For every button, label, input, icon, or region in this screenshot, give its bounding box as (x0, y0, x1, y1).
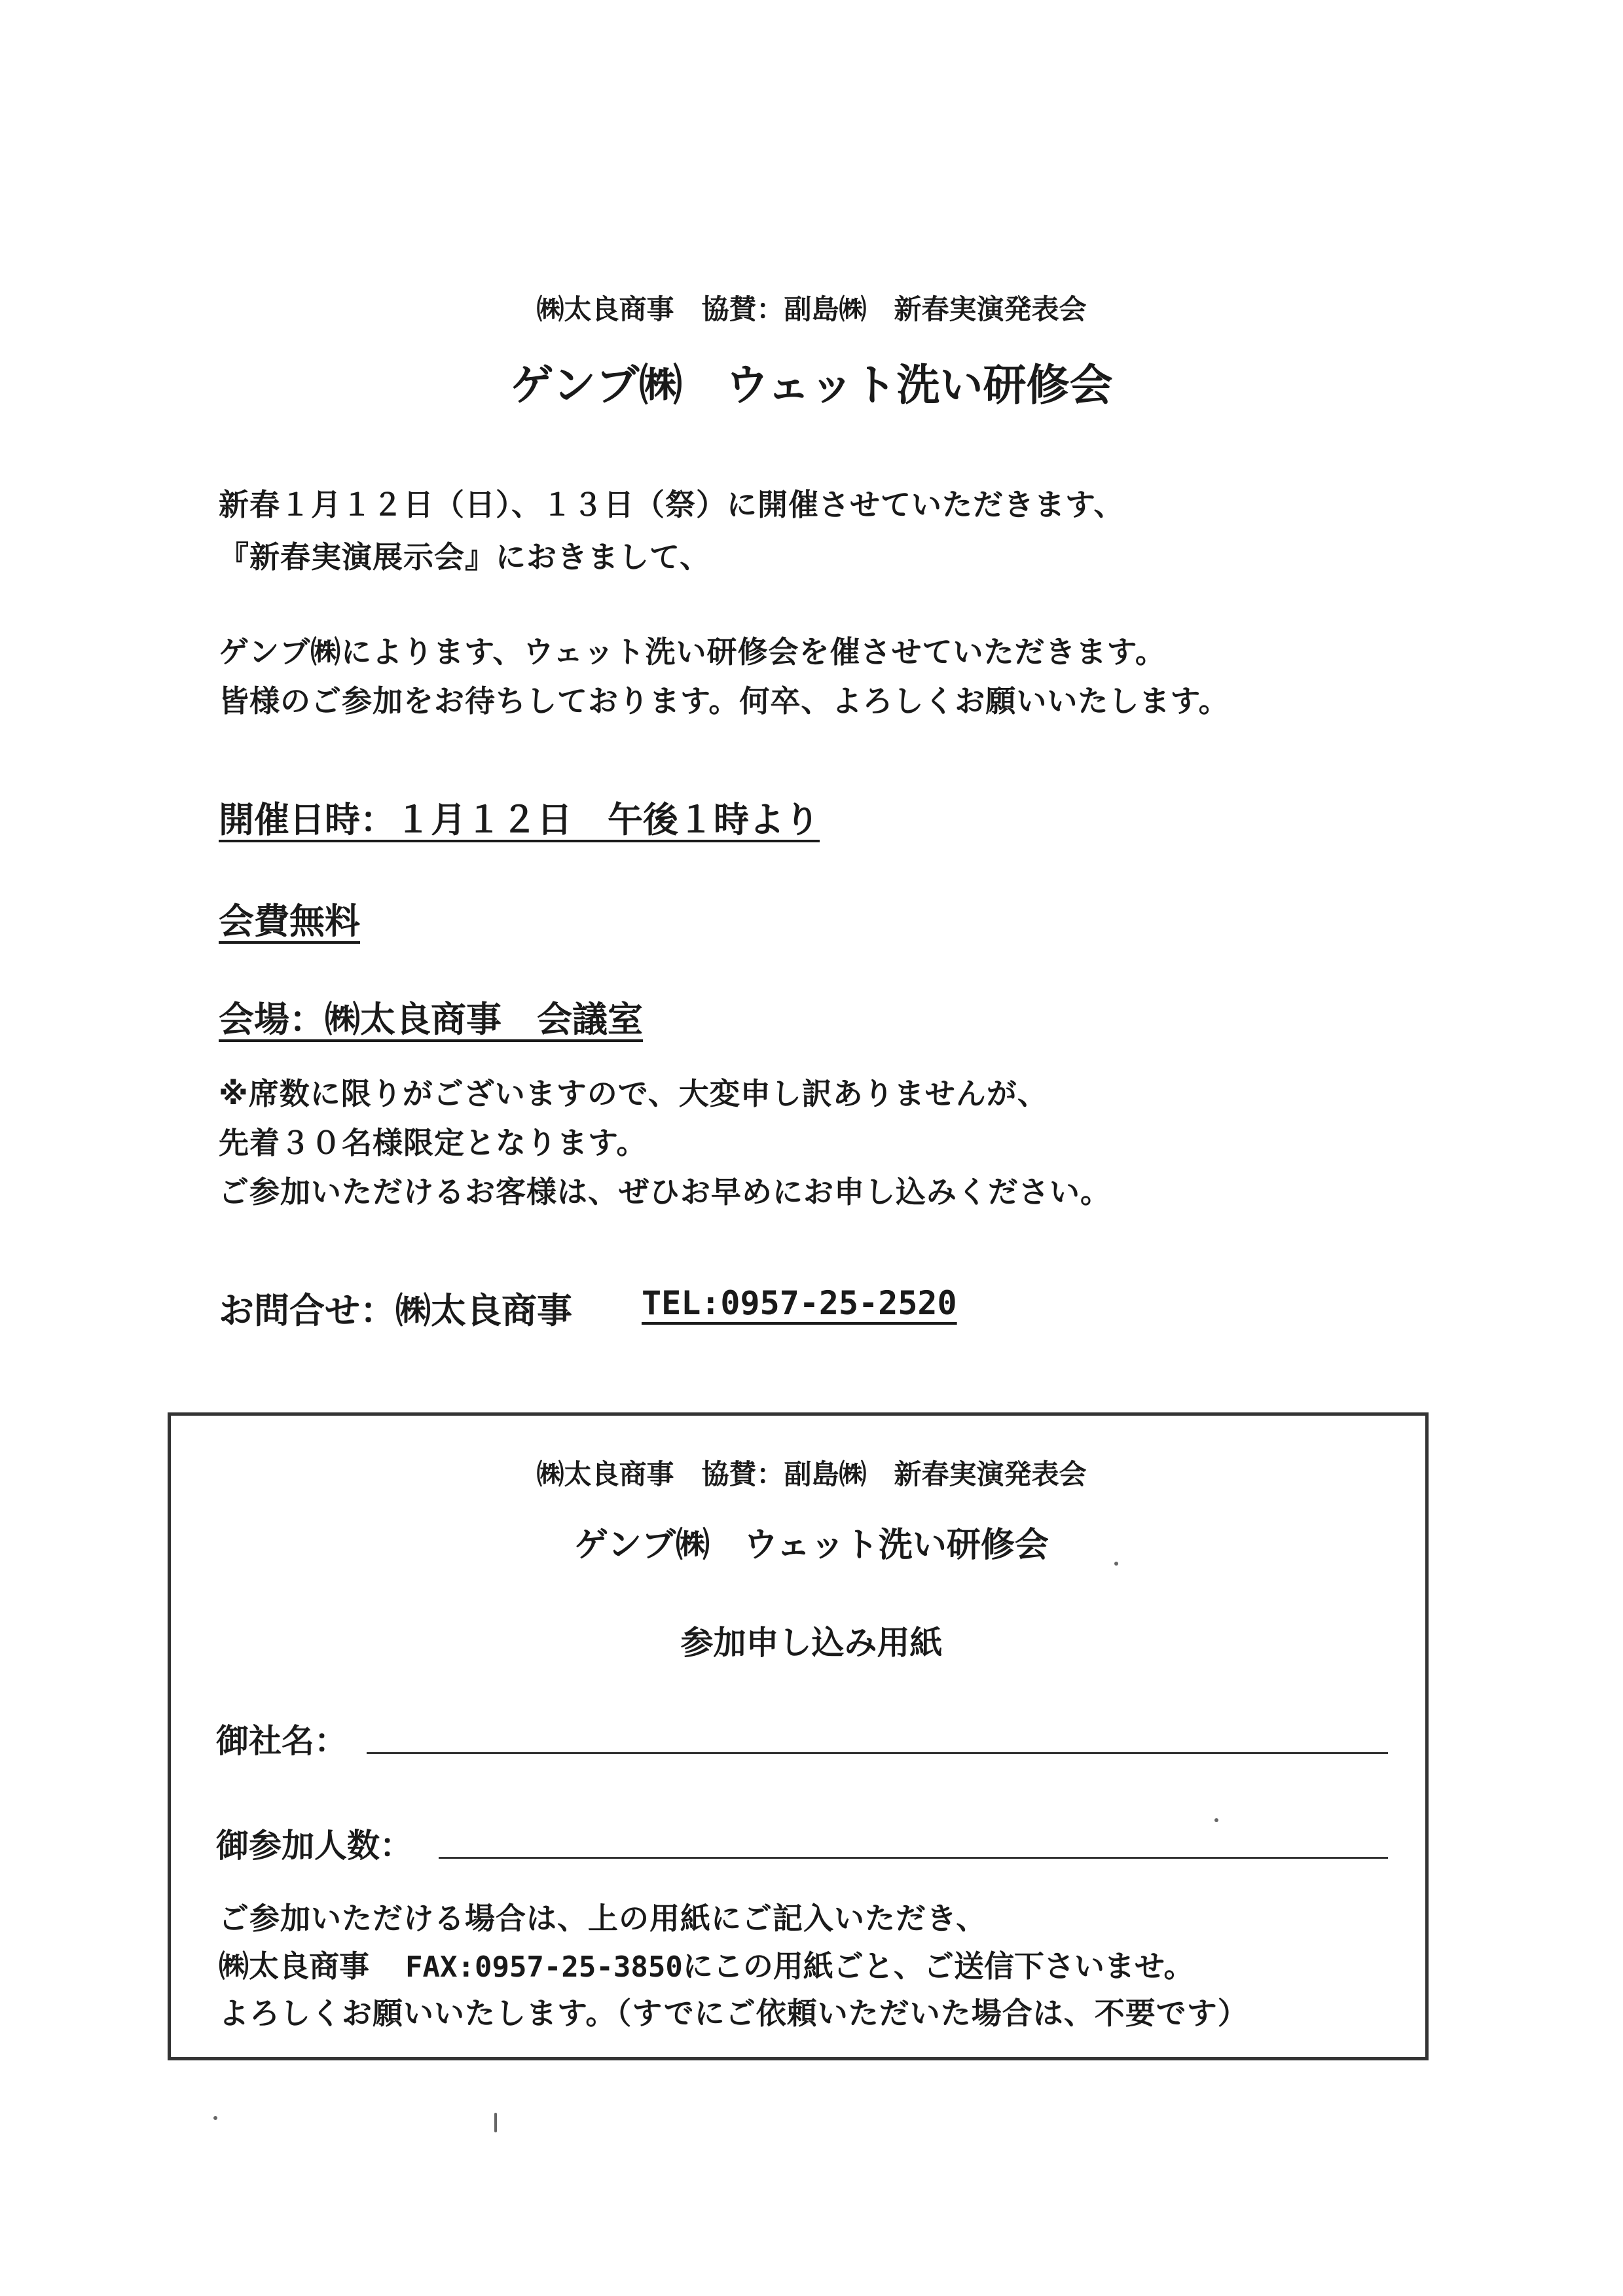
attendees-label: 御参加人数： (216, 1827, 412, 1865)
form-instruction-rest: にこの用紙ごと、ご送信下さいませ。 (682, 1948, 1194, 1984)
event-subtitle: ㈱太良商事 協賛：副島㈱ 新春実演発表会 (536, 293, 1087, 325)
intro-line-3: ゲンブ㈱によります、ウェット洗い研修会を催させていただきます。 (219, 634, 1166, 670)
form-title: 参加申し込み用紙 (680, 1624, 943, 1662)
attendees-field[interactable] (216, 1820, 1388, 1865)
fax-number: FAX:0957-25-3850 (405, 1950, 683, 1984)
scan-speck (1214, 1818, 1218, 1822)
contact-phone: TEL:0957-25-2520 (642, 1284, 957, 1322)
form-instruction-company: ㈱太良商事 (219, 1948, 369, 1984)
event-datetime: 開催日時：１月１２日 午後１時より (219, 799, 820, 840)
intro-line-4: 皆様のご参加をお待ちしております。何卒、よろしくお願いいたします。 (219, 683, 1230, 719)
note-line-2: 先着３０名様限定となります。 (219, 1125, 647, 1160)
scan-speck (1114, 1562, 1118, 1566)
attendees-line[interactable] (439, 1857, 1388, 1859)
company-name-line[interactable] (367, 1752, 1388, 1754)
note-line-3: ご参加いただけるお客様は、ぜひお早めにお申し込みください。 (219, 1174, 1111, 1210)
form-instruction-1: ご参加いただける場合は、上の用紙にご記入いただき、 (219, 1901, 987, 1936)
intro-line-1: 新春１月１２日（日）、１３日（祭）に開催させていただきます、 (219, 487, 1125, 522)
contact-label: お問合せ：㈱太良商事 (219, 1290, 572, 1331)
company-name-label: 御社名： (216, 1722, 347, 1760)
event-venue: 会場：㈱太良商事 会議室 (219, 999, 643, 1040)
company-name-field[interactable] (216, 1715, 1388, 1760)
note-line-1: ※席数に限りがございますので、大変申し訳ありませんが、 (219, 1076, 1048, 1111)
page-title: ゲンブ㈱ ウェット洗い研修会 (510, 360, 1113, 410)
scan-speck (494, 2113, 497, 2132)
form-instruction-3: よろしくお願いいたします。（すでにご依頼いただいた場合は、不要です） (219, 1996, 1249, 2031)
event-fee: 会費無料 (219, 901, 360, 942)
scan-speck (213, 2116, 217, 2120)
intro-line-2: 『新春実演展示会』におきまして、 (219, 539, 711, 575)
form-event-title: ゲンブ㈱ ウェット洗い研修会 (574, 1526, 1049, 1565)
form-subtitle: ㈱太良商事 協賛：副島㈱ 新春実演発表会 (536, 1458, 1087, 1490)
form-instruction-2 (219, 1943, 1194, 1986)
